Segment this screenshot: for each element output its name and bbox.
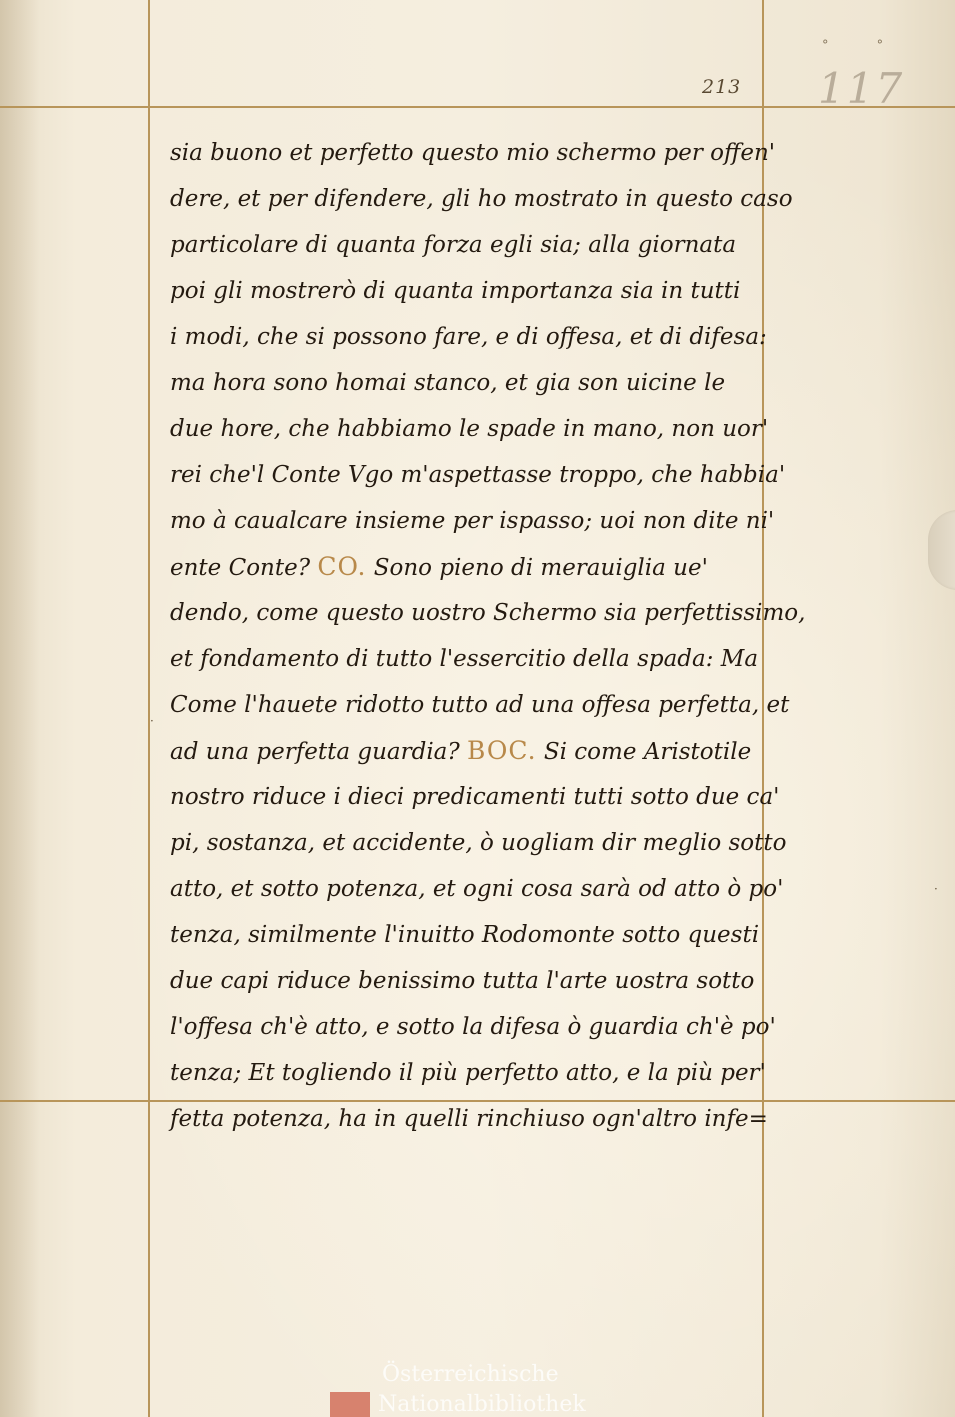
text-segment: Come l'hauete ridotto tutto ad una offesa perfetta, et <box>170 692 790 718</box>
text-segment: mo à caualcare insieme per ispasso; uoi non dite ni' <box>170 508 775 534</box>
text-line <box>170 406 770 452</box>
text-segment: poi gli mostrerò di quanta importanza sia in tutti <box>170 278 741 304</box>
text-line <box>170 544 770 590</box>
text-segment: due hore, che habbiamo le spade in mano, non uor' <box>170 416 769 442</box>
text-line <box>170 452 786 498</box>
text-segment: due capi riduce benissimo tutta l'arte uostra sotto <box>170 968 755 994</box>
ruling-top <box>0 106 955 108</box>
text-line <box>170 774 780 820</box>
text-line <box>170 498 775 544</box>
page-tab <box>928 510 955 590</box>
text-segment: dere, et per difendere, gli ho mostrato in questo caso <box>170 186 793 212</box>
text-line <box>170 636 770 682</box>
text-line <box>170 268 770 314</box>
text-segment: rei che'l Conte Vgo m'aspettasse troppo, che habbia' <box>170 462 786 488</box>
manuscript-text <box>170 130 806 1142</box>
text-segment: l'offesa ch'è atto, e sotto la difesa ò guardia ch'è po' <box>170 1014 776 1040</box>
text-segment: pi, sostanza, et accidente, ò uogliam dir meglio sotto <box>170 830 787 856</box>
text-segment: sia buono et perfetto questo mio schermo per offen' <box>170 140 776 166</box>
margin-dot: · <box>150 714 154 728</box>
page-number: 213 <box>702 76 742 98</box>
text-segment: nostro riduce i dieci predicamenti tutti sotto due ca' <box>170 784 780 810</box>
text-segment: tenza, similmente l'inuitto Rodomonte sotto questi <box>170 922 760 948</box>
text-segment: Sono pieno di merauiglia ue' <box>366 555 708 581</box>
top-marks: ° ° <box>822 38 906 53</box>
text-line <box>170 130 776 176</box>
text-segment: particolare di quanta forza egli sia; alla giornata <box>170 232 737 258</box>
speaker-rubric: CO. <box>317 552 367 581</box>
text-line <box>170 222 770 268</box>
library-watermark <box>330 1362 690 1417</box>
text-segment: Si come Aristotile <box>536 739 752 765</box>
text-segment: ma hora sono homai stanco, et gia son uicine le <box>170 370 726 396</box>
watermark-line-1: Österreichische <box>382 1362 559 1387</box>
text-line <box>170 590 806 636</box>
text-line <box>170 360 770 406</box>
text-segment: et fondamento di tutto l'essercitio della spada: Ma <box>170 646 759 672</box>
margin-dot: · <box>934 882 938 896</box>
ruling-left <box>148 0 150 1417</box>
library-logo-square <box>330 1392 370 1417</box>
text-line <box>170 958 770 1004</box>
sheet-number: 117 <box>818 64 905 113</box>
text-line <box>170 176 793 222</box>
text-line <box>170 866 784 912</box>
text-segment: fetta potenza, ha in quelli rinchiuso ogn'altro infe= <box>170 1106 768 1132</box>
text-segment: i modi, che si possono fare, e di offesa, et di difesa: <box>170 324 767 350</box>
binding-shadow <box>0 0 40 1417</box>
text-line <box>170 728 770 774</box>
text-line <box>170 820 787 866</box>
watermark-line-2: Nationalbibliothek <box>378 1392 586 1417</box>
text-line <box>170 682 790 728</box>
text-line <box>170 314 770 360</box>
speaker-rubric: BOC. <box>467 736 537 765</box>
text-line <box>170 912 770 958</box>
text-line <box>170 1050 770 1096</box>
text-segment: ente Conte? <box>170 555 318 581</box>
text-segment: tenza; Et togliendo il più perfetto atto, e la più per' <box>170 1060 766 1086</box>
text-line <box>170 1096 770 1142</box>
text-segment: dendo, come questo uostro Schermo sia perfettissimo, <box>170 600 806 626</box>
text-segment: ad una perfetta guardia? <box>170 739 468 765</box>
text-segment: atto, et sotto potenza, et ogni cosa sarà od atto ò po' <box>170 876 784 902</box>
text-line <box>170 1004 776 1050</box>
